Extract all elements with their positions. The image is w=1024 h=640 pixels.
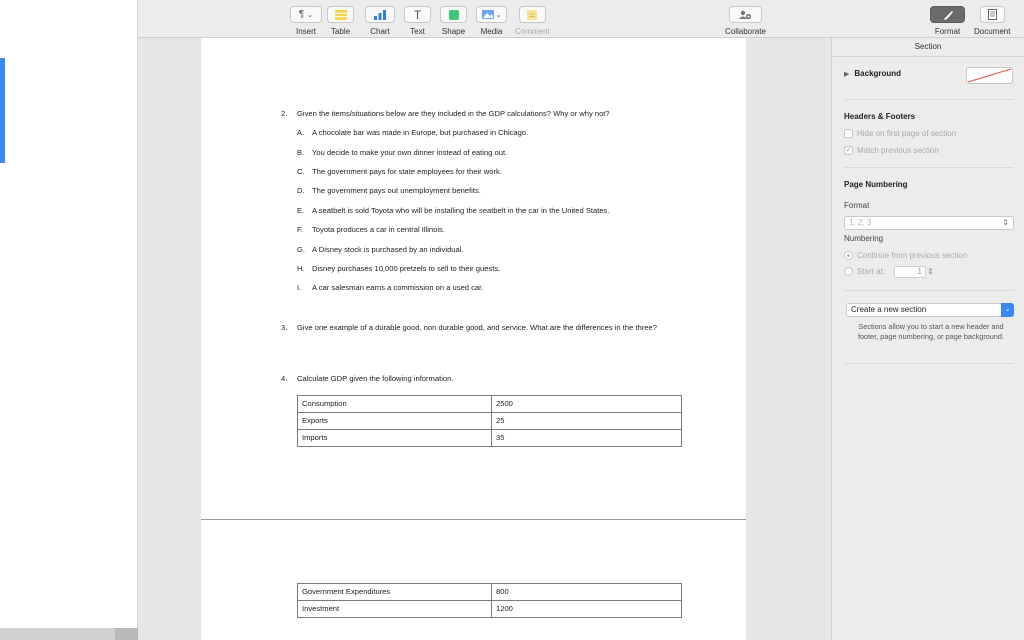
match-previous-checkbox[interactable] xyxy=(844,146,939,155)
option-letter: C. xyxy=(297,167,305,176)
chevron-down-icon: ⌄ xyxy=(307,11,314,19)
text-icon xyxy=(404,6,431,23)
table-cell[interactable]: 2500 xyxy=(492,396,682,413)
headers-footers-title: Headers & Footers xyxy=(844,112,916,121)
option-letter: E. xyxy=(297,206,305,215)
chart-tool[interactable] xyxy=(365,6,395,36)
radio-label: Start at: xyxy=(857,267,886,276)
comment-label: Comment xyxy=(515,27,550,36)
background-row[interactable] xyxy=(844,69,901,78)
document-page[interactable] xyxy=(201,520,746,640)
hide-first-page-checkbox[interactable] xyxy=(844,129,956,138)
text-label: Text xyxy=(410,27,425,36)
table-row xyxy=(298,396,682,413)
sidebar-footer xyxy=(0,628,115,640)
table-label: Table xyxy=(330,27,351,36)
document-icon xyxy=(980,6,1005,23)
collaborate-icon xyxy=(729,6,762,23)
text-tool[interactable] xyxy=(404,6,431,36)
collaborate-label: Collaborate xyxy=(725,27,766,36)
option-text: The government pays for state employees for their work. xyxy=(312,167,502,176)
option-text: A chocolate bar was made in Europe, but purchased in Chicago. xyxy=(312,128,529,137)
format-inspector xyxy=(831,38,1024,640)
question-number: 2. xyxy=(281,109,288,118)
option-text: The government pays out unemployment benefits. xyxy=(312,186,481,195)
option-text: A car salesman earns a commission on a used car. xyxy=(312,283,484,292)
select-value: 1, 2, 3 xyxy=(849,218,872,227)
option-letter: H. xyxy=(297,264,305,273)
option-text: A seatbelt is sold Toyota who will be installing the seatbelt in the car in the United States. xyxy=(312,206,610,215)
shape-label: Shape xyxy=(441,27,466,36)
option-text: Toyota produces a car in central Illinois. xyxy=(312,225,445,234)
option-letter: B. xyxy=(297,148,305,157)
table-cell[interactable]: Investment xyxy=(298,601,492,618)
document-page[interactable] xyxy=(201,38,746,519)
sidebar-footer-edge xyxy=(115,628,138,640)
pilcrow-icon xyxy=(290,6,322,23)
table-cell[interactable]: Exports xyxy=(298,413,492,430)
format-tool[interactable] xyxy=(930,6,965,36)
radio-icon xyxy=(844,251,853,260)
tab-section[interactable]: Section xyxy=(832,38,1024,57)
radio-label: Continue from previous section xyxy=(857,251,968,260)
table-cell[interactable]: Government Expenditures xyxy=(298,584,492,601)
insert-label: Insert xyxy=(295,27,316,36)
table-row xyxy=(298,584,682,601)
table-tool[interactable] xyxy=(327,6,354,36)
table-cell[interactable]: 25 xyxy=(492,413,682,430)
insert-tool[interactable] xyxy=(290,6,322,36)
document-tool[interactable] xyxy=(974,6,1010,36)
option-text: Disney purchases 10,000 pretzels to sell to their guests. xyxy=(312,264,501,273)
gdp-table-1[interactable] xyxy=(297,395,682,447)
gdp-table-2[interactable] xyxy=(297,583,682,618)
stepper-arrows-icon[interactable]: ⇕ xyxy=(927,267,934,276)
no-fill-slash-icon xyxy=(967,68,1012,83)
question-number: 4. xyxy=(281,374,288,383)
document-canvas[interactable] xyxy=(138,38,831,640)
option-letter: D. xyxy=(297,186,305,195)
create-section-popup[interactable] xyxy=(846,303,1014,317)
page-numbering-title: Page Numbering xyxy=(844,180,908,189)
table-icon xyxy=(327,6,354,23)
chart-icon xyxy=(365,6,395,23)
selected-page-indicator xyxy=(0,58,5,163)
background-color-well[interactable] xyxy=(966,67,1013,84)
shape-tool[interactable] xyxy=(440,6,467,36)
toolbar xyxy=(138,0,1024,38)
checkbox-icon xyxy=(844,129,853,138)
option-letter: I. xyxy=(297,283,302,292)
background-label: Background xyxy=(854,69,902,78)
media-tool[interactable] xyxy=(476,6,507,36)
question-text: Give one example of a durable good, non durable good, and service. What are the differences in the three? xyxy=(297,323,657,332)
radio-icon xyxy=(844,267,853,276)
text-icon-glyph: T xyxy=(413,7,422,22)
table-cell[interactable]: Consumption xyxy=(298,396,492,413)
question-3 xyxy=(281,323,681,345)
table-cell[interactable]: 800 xyxy=(492,584,682,601)
shape-icon xyxy=(440,6,467,23)
divider xyxy=(844,167,1014,168)
sections-help-text: Sections allow you to start a new header and footer, page numbering, or page background. xyxy=(857,322,1005,341)
divider xyxy=(844,290,1014,291)
checkbox-label: Hide on first page of section xyxy=(857,129,957,138)
chevron-down-icon: ⌄ xyxy=(1001,303,1014,317)
checkmark-icon: ✓ xyxy=(845,147,852,154)
table-row xyxy=(298,413,682,430)
updown-chevron-icon: ⇕ xyxy=(1002,218,1009,227)
checkbox-label: Match previous section xyxy=(857,146,939,155)
comment-icon xyxy=(519,6,546,23)
chevron-down-icon: ⌄ xyxy=(495,11,502,19)
popup-label: Create a new section xyxy=(851,305,927,314)
start-at-radio[interactable] xyxy=(844,267,885,276)
collaborate-tool[interactable] xyxy=(725,6,766,36)
table-cell[interactable]: 1200 xyxy=(492,601,682,618)
page-thumbnail-sidebar xyxy=(0,0,138,628)
numbering-label: Numbering xyxy=(844,234,884,243)
option-letter: F. xyxy=(297,225,303,234)
format-label: Format xyxy=(934,27,961,36)
divider xyxy=(844,99,1014,100)
document-label: Document xyxy=(974,27,1011,36)
table-cell[interactable]: 35 xyxy=(492,430,682,447)
start-at-input[interactable]: 1 xyxy=(894,266,926,278)
continue-radio[interactable] xyxy=(844,251,967,260)
media-icon xyxy=(476,6,507,23)
table-row xyxy=(298,601,682,618)
question-number: 3. xyxy=(281,323,288,332)
table-row xyxy=(298,430,682,447)
option-text: A Disney stock is purchased by an individual. xyxy=(312,245,464,254)
format-label: Format xyxy=(844,201,870,210)
disclosure-triangle-icon[interactable]: ▶ xyxy=(844,70,850,78)
number-format-select[interactable] xyxy=(844,216,1014,230)
option-letter: G. xyxy=(297,245,306,254)
option-text: You decide to make your own dinner instead of eating out. xyxy=(312,148,508,157)
divider xyxy=(844,363,1014,364)
pilcrow-glyph: ¶ xyxy=(298,9,305,20)
question-text: Calculate GDP given the following information. xyxy=(297,374,454,383)
chart-label: Chart xyxy=(370,27,390,36)
table-cell[interactable]: Imports xyxy=(298,430,492,447)
media-label: Media xyxy=(480,27,503,36)
start-at-stepper[interactable] xyxy=(894,266,935,278)
comment-tool[interactable] xyxy=(515,6,550,36)
option-letter: A. xyxy=(297,128,305,137)
question-text: Given the items/situations below are they included in the GDP calculations? Why or why not? xyxy=(297,109,610,118)
paintbrush-icon xyxy=(930,6,965,23)
